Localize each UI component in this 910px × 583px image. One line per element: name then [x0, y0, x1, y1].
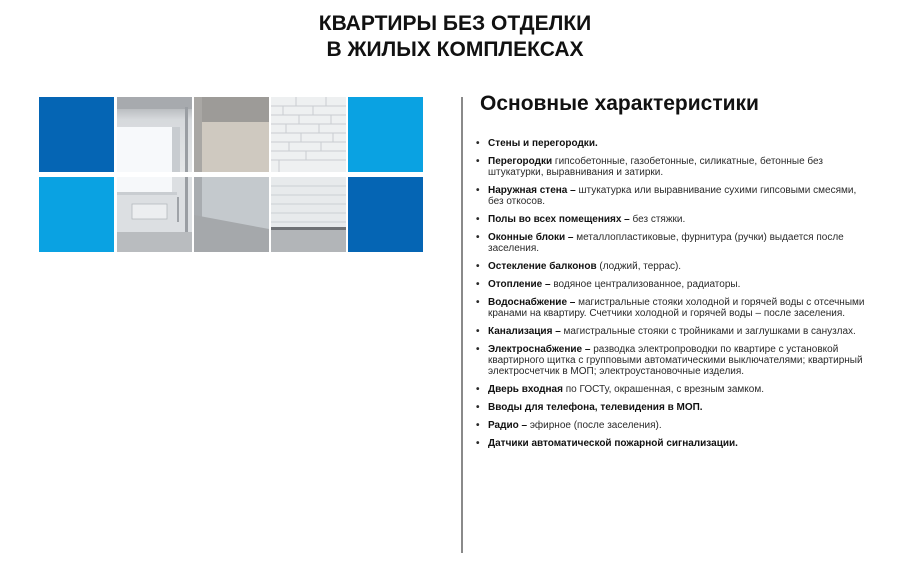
- bullet-icon: •: [476, 214, 480, 225]
- list-item: • Вводы для телефона, телевидения в МОП.: [476, 402, 703, 413]
- list-item: • Электроснабжение – разводка электропроводки по квартире с установкой квартирного щитка с групповыми автоматическими выключателями; квартирный электросчетчик в МОП; электроустановочные изделия.: [476, 344, 863, 377]
- bullet-icon: •: [476, 138, 480, 149]
- bullet-icon: •: [476, 326, 480, 337]
- list-item: • Оконные блоки – металлопластиковые, фурнитура (ручки) выдается после заселения.: [476, 232, 844, 254]
- bullet-icon: •: [476, 232, 480, 243]
- bullet-icon: •: [476, 384, 480, 395]
- title-line-2: В ЖИЛЫХ КОМПЛЕКСАХ: [326, 38, 584, 61]
- title-line-1: КВАРТИРЫ БЕЗ ОТДЕЛКИ: [318, 12, 592, 35]
- list-item: • Перегородки гипсобетонные, газобетонные, силикатные, бетонные без штукатурки, выравнивания и затирки.: [476, 156, 823, 178]
- room-corner-floor-photo: [194, 177, 269, 252]
- blue-dark-tile: [348, 177, 423, 252]
- room-window-photo-top: [117, 97, 192, 172]
- bullet-icon: •: [476, 156, 480, 167]
- photo-mosaic: [39, 97, 423, 252]
- blue-dark-tile: [39, 97, 114, 172]
- page-title: [0, 11, 910, 63]
- bullet-icon: •: [476, 279, 480, 290]
- white-brick-photo-top: [271, 97, 346, 172]
- bullet-icon: •: [476, 185, 480, 196]
- list-item: • Наружная стена – штукатурка или выравнивание сухими гипсовыми смесями, без откосов.: [476, 185, 857, 207]
- list-item: • Отопление – водяное централизованное, радиаторы.: [476, 279, 741, 290]
- vertical-divider: [461, 97, 463, 553]
- list-item: • Датчики автоматической пожарной сигнализации.: [476, 438, 738, 449]
- blue-light-tile: [39, 177, 114, 252]
- blue-light-tile: [348, 97, 423, 172]
- list-item: • Канализация – магистральные стояки с тройниками и заглушками в санузлах.: [476, 326, 856, 337]
- list-item: • Стены и перегородки.: [476, 138, 598, 149]
- list-item: • Дверь входная по ГОСТу, окрашенная, с врезным замком.: [476, 384, 765, 395]
- bullet-icon: •: [476, 344, 480, 355]
- room-corner-photo-top: [194, 97, 269, 172]
- bullet-icon: •: [476, 297, 480, 308]
- white-brick-floor-photo: [271, 177, 346, 252]
- list-item: • Остекление балконов (лоджий, террас).: [476, 261, 682, 272]
- bullet-icon: •: [476, 402, 480, 413]
- list-item: • Радио – эфирное (после заселения).: [476, 420, 662, 431]
- room-window-radiator-photo: [117, 177, 192, 252]
- characteristics-list: [474, 138, 874, 456]
- list-item: • Полы во всех помещениях – без стяжки.: [476, 214, 686, 225]
- section-title: Основные характеристики: [480, 92, 759, 115]
- bullet-icon: •: [476, 420, 480, 431]
- list-item: • Водоснабжение – магистральные стояки холодной и горячей воды с отсечными кранами на квартиру. Счетчики холодной и горячей воды – после заселения.: [476, 297, 865, 319]
- bullet-icon: •: [476, 438, 480, 449]
- bullet-icon: •: [476, 261, 480, 272]
